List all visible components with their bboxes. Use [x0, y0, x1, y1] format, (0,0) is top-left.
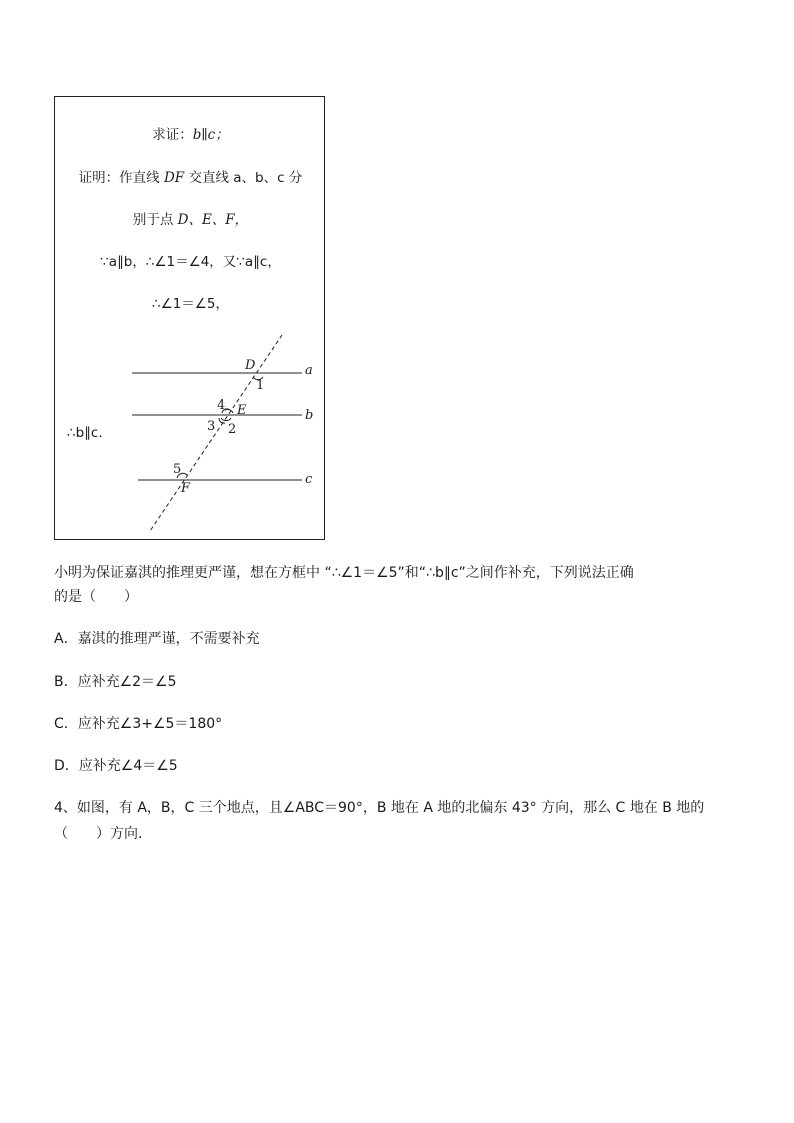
prove-prefix: 求证： [152, 127, 193, 143]
proof-line-4: ∵a∥b，∴∠1＝∠4，又∵a∥c， [100, 254, 281, 270]
q4-line-1: 4、如图，有 A，B，C 三个地点，且∠ABC＝90°，B 地在 A 地的北偏东 43° 方向，那么 C 地在 B 地的 [54, 800, 705, 816]
label-a: a [305, 363, 313, 378]
q4-line-2: （ ）方向. [54, 826, 143, 842]
label-angle-2: 2 [228, 422, 237, 437]
parallel-lines-figure [55, 97, 326, 541]
proof-box [54, 96, 325, 540]
proof-line-2-b: 交直线 a、b、c 分 [184, 170, 303, 186]
label-D: D [245, 358, 256, 373]
q3-option-b: B．应补充∠2＝∠5 [54, 674, 177, 690]
label-F: F [181, 481, 191, 496]
q3-option-c: C．应补充∠3+∠5＝180° [54, 716, 223, 732]
prove-statement: b∥c； [192, 127, 229, 143]
q3-stem-line-2: 的是（ ） [54, 589, 138, 605]
label-angle-3: 3 [207, 419, 216, 434]
label-angle-1: 1 [256, 378, 265, 393]
transversal-df [150, 335, 282, 531]
points-def: D、E、F， [177, 212, 249, 228]
label-c: c [305, 472, 313, 487]
q3-option-a: A．嘉淇的推理严谨，不需要补充 [54, 631, 260, 647]
proof-conclusion: ∴b∥c. [67, 425, 103, 441]
proof-line-3-a: 别于点 [132, 212, 178, 228]
proof-line-2-a: 证明：作直线 [78, 170, 164, 186]
label-b: b [305, 408, 314, 423]
proof-line-5: ∴∠1＝∠5， [152, 296, 229, 312]
label-angle-5: 5 [173, 462, 182, 477]
line-df: DF [163, 170, 185, 186]
label-angle-4: 4 [217, 398, 226, 413]
q3-option-d: D．应补充∠4＝∠5 [54, 758, 178, 774]
label-E: E [237, 403, 247, 418]
angle-4-arc-outer [225, 409, 233, 413]
q3-stem-line-1: 小明为保证嘉淇的推理更严谨，想在方框中 “∴∠1＝∠5”和“∴b∥c”之间作补充，下列说法正确 [54, 565, 634, 581]
